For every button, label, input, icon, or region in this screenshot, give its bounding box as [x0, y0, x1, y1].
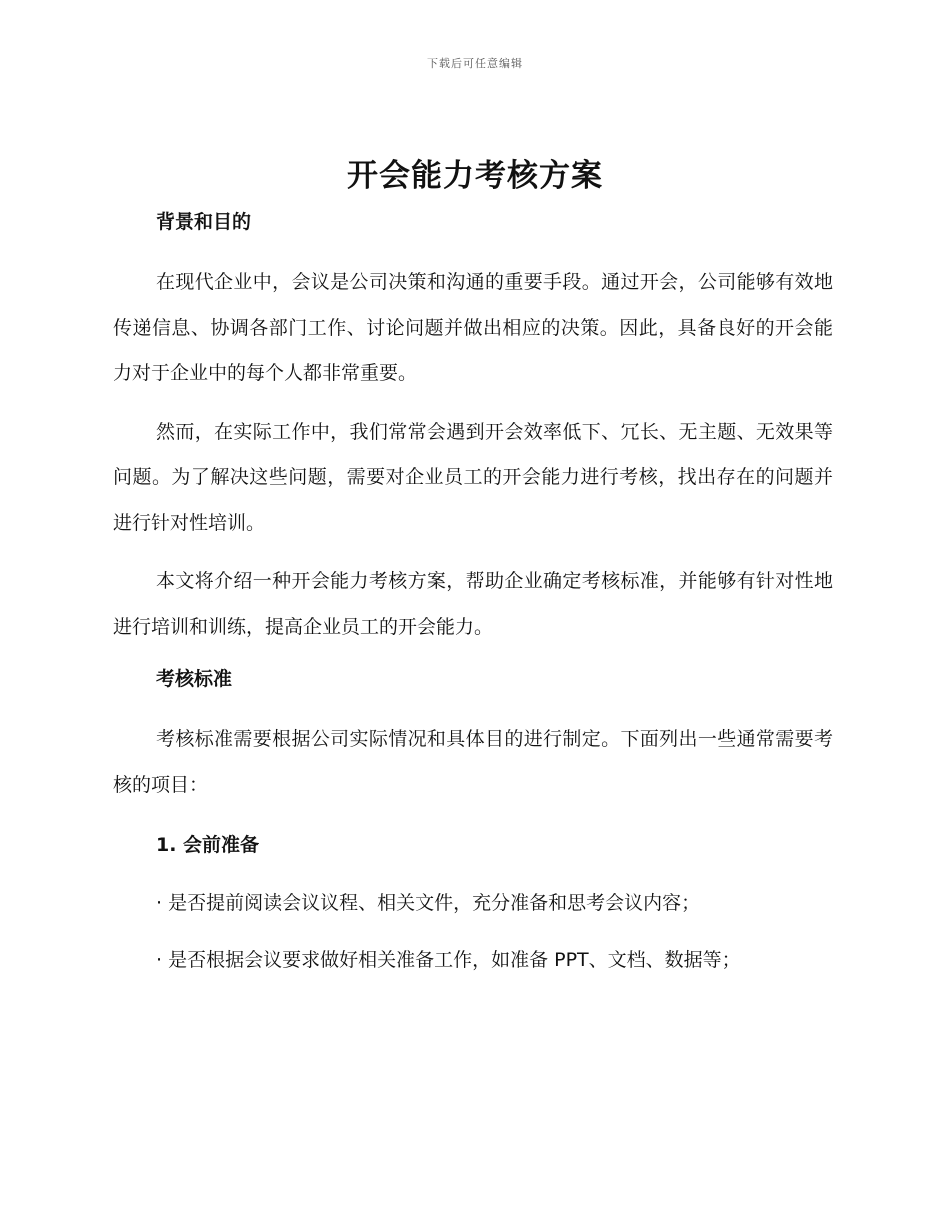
bullet-item: · 是否根据会议要求做好相关准备工作，如准备 PPT、文档、数据等；: [156, 949, 741, 971]
paragraph: 考核标准需要根据公司实际情况和具体目的进行制定。下面列出一些通常需要考核的项目：: [113, 728, 833, 796]
document-title: 开会能力考核方案: [347, 158, 603, 194]
subsection-heading-pre-meeting: 1. 会前准备: [156, 834, 260, 856]
bullet-item: · 是否提前阅读会议议程、相关文件，充分准备和思考会议内容；: [156, 892, 701, 914]
section-heading-background: 背景和目的: [156, 211, 252, 233]
paragraph: 然而，在实际工作中，我们常常会遇到开会效率低下、冗长、无主题、无效果等问题。为了解决这些问题，需要对企业员工的开会能力进行考核，找出存在的问题并进行针对性培训。: [113, 420, 833, 534]
paragraph: 本文将介绍一种开会能力考核方案，帮助企业确定考核标准，并能够有针对性地进行培训和训练，提高企业员工的开会能力。: [113, 570, 833, 638]
page-header-note: 下载后可任意编辑: [427, 57, 523, 70]
section-heading-criteria: 考核标准: [156, 668, 233, 690]
paragraph: 在现代企业中，会议是公司决策和沟通的重要手段。通过开会，公司能够有效地传递信息、协调各部门工作、讨论问题并做出相应的决策。因此，具备良好的开会能力对于企业中的每个人都非常重要。: [113, 271, 833, 384]
document-body: [113, 205, 833, 977]
